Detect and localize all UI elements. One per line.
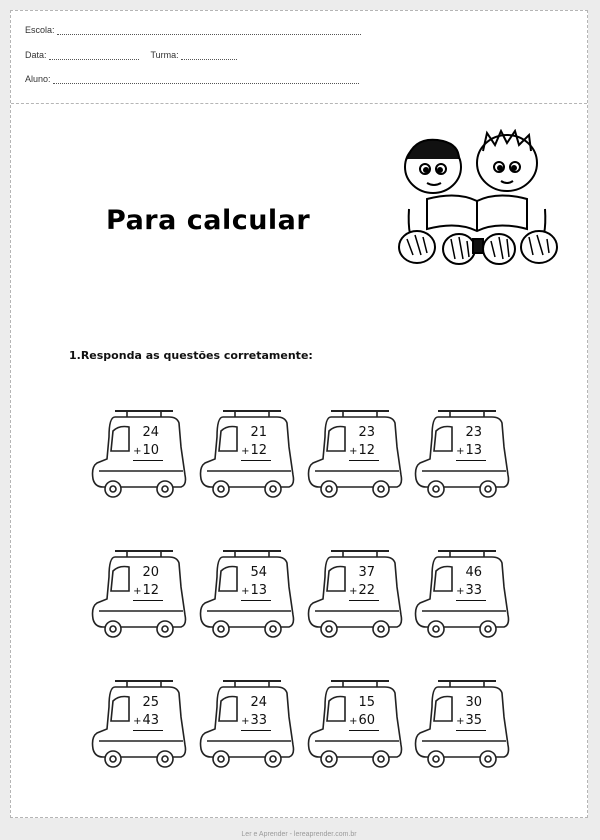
addend-bottom-value: 35	[465, 713, 482, 728]
addend-bottom-value: 10	[142, 443, 159, 458]
addend-bottom-value: 12	[358, 443, 375, 458]
addend-top: 20	[142, 565, 159, 580]
plus-operator: +	[133, 716, 142, 727]
car-problem	[197, 677, 297, 777]
addend-top: 54	[250, 565, 267, 580]
plus-operator: +	[456, 716, 465, 727]
instruction-text: 1.Responda as questões corretamente:	[69, 349, 313, 362]
student-field[interactable]	[25, 74, 359, 84]
sum-line	[133, 730, 163, 731]
addend-bottom-value: 13	[250, 583, 267, 598]
plus-operator: +	[349, 446, 358, 457]
car-problem	[197, 547, 297, 647]
plus-operator: +	[241, 586, 250, 597]
car-problem	[197, 407, 297, 507]
addend-bottom	[442, 713, 482, 728]
addend-bottom-value: 13	[465, 443, 482, 458]
sum-line	[133, 600, 163, 601]
page-title: Para calcular	[106, 205, 311, 236]
sum-line	[349, 460, 379, 461]
sum-line	[133, 460, 163, 461]
addend-bottom	[442, 443, 482, 458]
plus-operator: +	[133, 586, 142, 597]
school-line[interactable]	[57, 26, 361, 35]
school-field[interactable]	[25, 25, 361, 35]
sum-line	[349, 730, 379, 731]
car-problem	[412, 407, 512, 507]
addend-top: 23	[465, 425, 482, 440]
addend-bottom	[227, 583, 267, 598]
addend-bottom	[335, 443, 375, 458]
addend-bottom-value: 22	[358, 583, 375, 598]
plus-operator: +	[349, 586, 358, 597]
car-problem	[89, 547, 189, 647]
sum-line	[241, 460, 271, 461]
addend-bottom	[119, 713, 159, 728]
sum-line	[241, 730, 271, 731]
addend-bottom-value: 33	[465, 583, 482, 598]
car-problem	[89, 677, 189, 777]
addend-bottom	[119, 583, 159, 598]
date-line[interactable]	[49, 51, 139, 60]
addend-bottom-value: 12	[250, 443, 267, 458]
plus-operator: +	[133, 446, 142, 457]
class-label: Turma:	[150, 50, 179, 60]
addend-bottom	[119, 443, 159, 458]
plus-operator: +	[241, 716, 250, 727]
kids-reading-illustration	[387, 129, 567, 274]
plus-operator: +	[349, 716, 358, 727]
car-problem	[305, 677, 405, 777]
addend-top: 24	[142, 425, 159, 440]
addend-bottom-value: 43	[142, 713, 159, 728]
car-problem	[305, 547, 405, 647]
sum-line	[349, 600, 379, 601]
addend-bottom	[227, 443, 267, 458]
date-field[interactable]	[25, 50, 237, 60]
addend-top: 24	[250, 695, 267, 710]
plus-operator: +	[456, 446, 465, 457]
plus-operator: +	[241, 446, 250, 457]
car-problem	[89, 407, 189, 507]
addend-top: 25	[142, 695, 159, 710]
addend-bottom-value: 33	[250, 713, 267, 728]
addend-bottom	[227, 713, 267, 728]
plus-operator: +	[456, 586, 465, 597]
addend-bottom	[335, 583, 375, 598]
addend-top: 21	[250, 425, 267, 440]
addend-top: 46	[465, 565, 482, 580]
date-label: Data:	[25, 50, 47, 60]
header-divider	[11, 103, 587, 104]
footer-credit: Ler e Aprender - lereaprender.com.br	[241, 831, 357, 838]
worksheet	[10, 10, 588, 838]
addend-bottom-value: 60	[358, 713, 375, 728]
sum-line	[456, 730, 486, 731]
car-problem	[305, 407, 405, 507]
addend-top: 23	[358, 425, 375, 440]
addend-bottom	[335, 713, 375, 728]
addend-bottom-value: 12	[142, 583, 159, 598]
addend-top: 15	[358, 695, 375, 710]
car-problem	[412, 547, 512, 647]
addend-bottom	[442, 583, 482, 598]
student-label: Aluno:	[25, 74, 51, 84]
car-problem	[412, 677, 512, 777]
sum-line	[456, 600, 486, 601]
addend-top: 30	[465, 695, 482, 710]
student-line[interactable]	[53, 75, 359, 84]
sum-line	[241, 600, 271, 601]
class-line[interactable]	[181, 51, 237, 60]
sum-line	[456, 460, 486, 461]
school-label: Escola:	[25, 25, 55, 35]
addend-top: 37	[358, 565, 375, 580]
